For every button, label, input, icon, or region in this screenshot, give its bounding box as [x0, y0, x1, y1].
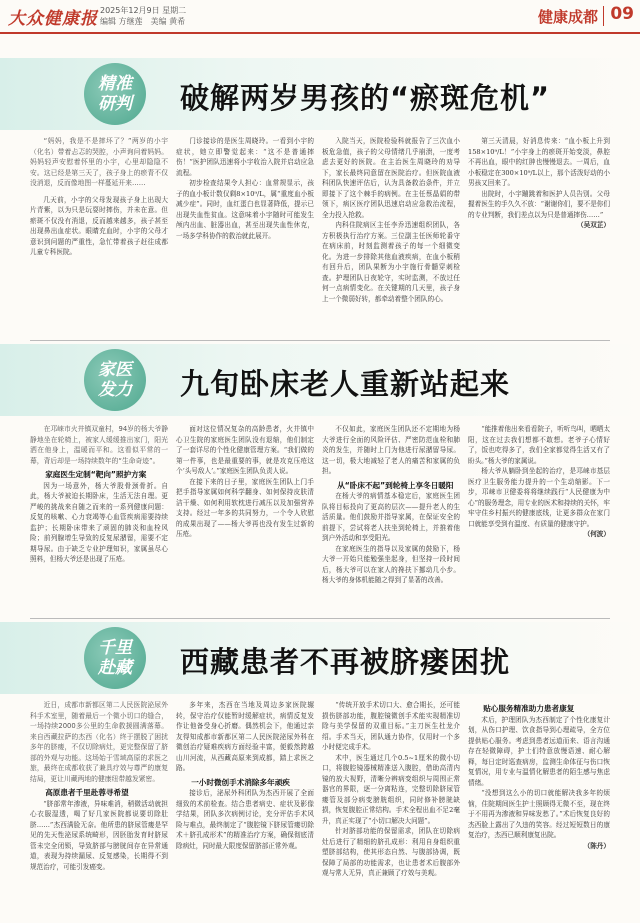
article-3-col-4	[468, 700, 610, 918]
article-3-signature: （陈丹）	[583, 841, 610, 850]
article-3-para-2: 多年来，杰西在当地及周边多家医院辗转，保守治疗仅能暂时缓解症状，病情反复发作让他备受身心折磨。偶然机会下，他通过亲友得知成都市新都区第二人民医院泌尿外科在微创治疗疑难疾病方面经验丰富，便毅然跨越山川河流，从西藏高原来到成都，踏上求医之路。	[176, 701, 314, 772]
article-3-tag-badge	[84, 627, 146, 689]
article-3-lead: 近日，成都市新都区第二人民医院泌尿外科手术室里，随着最后一个微小切口的缝合，一场持续2000多公里的生命救援圆满落幕。来自西藏拉萨的杰西（化名）终于摆脱了困扰多年的脐瘘，不仅切除病灶，更完整保留了脐部的外观与功能。这场始于雪域高原的求医之旅，最终在成都收获了兼具疗效与尊严的康复结局，更让川藏两地的健康纽带越发紧密。	[30, 701, 168, 783]
article-2-subhead-1: 家庭医生定制“靶向”照护方案	[45, 470, 147, 479]
article-1-lead: “妈妈，我是不是摔坏了？”两岁的小宇（化名）带着忐忑的哭腔，小声询问着妈妈。妈妈轻声安慰着怀里的小宇，心里却隐隐不安。这已经是第三天了，孩子身上的瘀青不仅没消退，反而像地图一样蔓延开来……	[30, 137, 168, 187]
article-3-para-8: “没想到这么小的切口就能解决我多年的烦恼，住院期间医生护士照顾得无微不至，现在终于不用再为渗液和异味发愁了。”术后恢复良好的杰西脸上露出了久违的笑容。经过短短数日的康复治疗，杰西已顺利康复出院。	[468, 789, 610, 839]
article-3-subhead-1: 高原患者千里赴蓉寻希望	[45, 788, 129, 797]
masthead-divider	[603, 6, 604, 26]
article-2-para-1: 因为一场意外，杨大爷股骨颈骨折。自此，杨大爷被迫长期卧床，生活无法自理。更严峻的挑战来自随之而来的一系列健康问题：反复的咳嗽、心力衰竭等心血管疾病需要持续监护；长期卧床带来了顽固的肺炎和血栓风险；前列腺增生导致的反复尿潴留，需要不定期导尿。由于缺乏专业护理知识，家属虽尽心照料，但杨大爷还是出现了压疮。	[30, 481, 168, 563]
article-2-title: 九旬卧床老人重新站起来	[180, 367, 511, 401]
article-2-para-5: 在杨大爷的病情基本稳定后，家庭医生团队将目标投向了更高的层次——提升老人的生活质量。他们鼓励并指导家属，在保证安全的前提下，尝试将老人扶坐到轮椅上，并推着他到户外活动和享受阳光。	[322, 492, 460, 542]
article-3-para-1: “脐部常年渗液，异味难消，稍微活动就担心衣服湿透，喝了好几家医院都说要切除肚脐……”杰西满脸无奈。他所患的脐尿管瘘是罕见的先天性泌尿系统畸形，因胚胎发育时脐尿管未完全闭锁，导致脐部与膀胱间存在异常通道，表现为持续漏尿、反复感染，长期得不到规范治疗，可能引发癌变。	[30, 799, 168, 871]
masthead	[0, 0, 640, 34]
article-3-col-3	[322, 700, 460, 918]
article-3-para-4: “传统开放手术切口大、愈合期长，还可能损伤脐部功能，腹腔镜微创手术能实现精准切除与美学保留的双重目标。”主刀医生杜龙介绍。手术当天，团队通力协作，仅用时一个多小时便完成手术。	[322, 701, 460, 751]
article-2-col-4	[468, 424, 610, 614]
article-2-subhead-2: 从“卧床不起”到轮椅上享冬日暖阳	[337, 480, 454, 490]
article-2-tag-badge	[84, 349, 146, 411]
article-2-col-2	[176, 424, 314, 614]
article-3-subhead-2: 一小时微创手术消除多年顽疾	[191, 777, 290, 787]
article-2-header	[0, 344, 640, 416]
article-2-signature: （何波）	[583, 530, 610, 538]
article-1-para-7: 出院时，小宇蹦跳着和医护人员告别。父母握着医生的手久久不放：“谢谢你们，要不是你们的专业判断，我们差点以为只是普通摔伤……”	[468, 189, 610, 219]
article-2-para-7: “能推着他出来看看院子，听听鸟叫，晒晒太阳，这在过去我们想都不敢想。老爷子心情好了，饭也吃得多了，我们全家都觉得生活又有了盼头。”杨大爷的家属说。	[468, 425, 610, 465]
article-2-tag-line1: 家医	[98, 360, 132, 380]
article-1-signature: （吴双芷）	[577, 221, 610, 229]
article-2-para-8: 杨大爷从躺卧到坐起的治疗，是邛崃市基层医疗卫生服务能力提升的一个生动缩影。下一步，邛崃市卫健委将将继续践行“人民健康为中心”的服务理念，用专业的医术和持续的关怀，牢牢守住乡村振兴的健康底线，让更多群众在家门口就能享受到有温度、有质量的健康守护。	[468, 467, 610, 528]
article-2-lead: 在邛崃市火井镇双童村，94岁的杨大爷静静地坐在轮椅上，被家人缓缓推出家门，阳光洒在他身上，温暖而平和。这看似平常的一幕，背后却是一场持续数年的“生命奇迹”。	[30, 425, 168, 465]
article-1-col-4	[468, 136, 610, 336]
article-1-para-5: 内科住院病区主任李乔迅速组织团队，各方积极执行治疗方案。三位副主任医师轮番守在病床前，时刻监测着孩子的每一个细微变化。为进一步排除其他血液疾病，在血小板稍有回升后，团队果断为小宇施行骨髓穿刺检查。护理团队日夜轮守，实时监测，不放过任何一点病情变化。在关键期的几天里，孩子身上一个微弱好转，都牵动着整个团队的心。	[322, 221, 460, 303]
article-3-para-3: 接诊后，泌尿外科团队为杰西开展了全面细致的术前检查。结合患者病史、症状及影像学结果，团队多次病例讨论，充分评估手术风险与难点，最终制定了“腹腔镜下脐尿管瘘切除术＋脐孔成形术”的精准治疗方案，确保彻底清除病灶，同时最大限度保留脐部正常外观。	[176, 789, 314, 850]
article-1-para-4: 入院当天，医院检验科就报告了三次血小板危急值，孩子的父母情绪几乎崩溃，一度考虑去更好的医院。在主治医生周晓玲的劝导下，家长最终同意留在医院治疗。但医院血液科团队快速评估后，认为具备救治条件，并立即接下了这个棘手的病例。在主任蔡晶娟的带领下，病区医疗团队迅速启动应急救治流程，全力投入抢救。	[322, 137, 460, 219]
article-1-title: 破解两岁男孩的“瘀斑危机”	[180, 81, 551, 115]
divider-2	[30, 618, 610, 619]
article-3-para-7: 术后，护理团队为杰西制定了个性化康复计划，从伤口护理、饮食指导到心理疏导，全方位提供贴心服务。考虑到患者远道而来、语言沟通存在轻微障碍，护士们特意放慢语速、耐心解释，每日定时巡查病房，监测生命体征与伤口恢复情况，用专业与温情化解患者的陌生感与焦虑情绪。	[468, 715, 610, 787]
article-1-header	[0, 58, 640, 130]
divider-1	[30, 340, 610, 341]
article-2-para-3: 在接下来的日子里，家庭医生团队上门手把手指导家属如何科学翻身、如何保持皮肤清洁干燥、如何利用软枕进行减压以及加强营养支持。经过一年多的共同努力，一个令人欣慰的成果出现了——杨大爷再也没有发生过新的压疮。	[176, 477, 314, 538]
article-2-para-2: 面对这位情况复杂的高龄患者，火井镇中心卫生院的家庭医生团队没有退缩，他们制定了一套详尽的个性化健康管理方案。“我们做的第一件事，也是最重要的事，就是攻克压疮这个‘头号敌人’。”家庭医生团队负责人说。	[176, 425, 314, 475]
article-1-col-1	[30, 136, 168, 336]
article-3-subhead-3: 贴心服务精准助力患者康复	[483, 704, 575, 713]
article-1-para-6: 第三天清晨，好消息传来：“血小板上升到158×10⁹/L！”小宇身上的瘀斑开始变淡，鼻腔不再出血，眼中的红肿也慢慢退去。一周后，血小板稳定在300×10⁹/L以上，那个活泼好动的小男孩又回来了。	[468, 137, 610, 187]
page-number: 09	[610, 4, 634, 24]
article-3-header	[0, 622, 640, 694]
article-1-tag-line2: 研判	[98, 94, 132, 114]
article-2-col-3	[322, 424, 460, 614]
article-1-tag-badge	[84, 63, 146, 125]
article-3-tag-line2: 赴藏	[98, 658, 132, 678]
issue-date: 2025年12月9日 星期二	[100, 6, 187, 15]
article-3-col-2	[176, 700, 314, 918]
article-3-tag-line1: 千里	[98, 638, 132, 658]
article-3-para-5: 术中，医生通过几个0.5~1厘米的微小切口，将腹腔镜器械精准送入腹腔，借助高清内镜的放大视野，清晰分辨病变组织与周围正常器官的界限，逐一分离粘连，完整切除脐尿管瘘管及部分病变膀胱组织，同时修补膀胱缺损，恢复腹腔正常结构。手术全程出血不足2毫升，真正实现了“小切口解决大问题”。	[322, 753, 460, 825]
article-1-para-1: 几天前，小宇的父母发现孩子身上出现大片青紫，以为只是玩耍时摔伤，并未在意。但瘀斑不仅没有消退，反而越来越多，孩子甚至出现鼻出血症状。眼睛充血时，小宇的父母才意识到问题的严重性，急忙带着孩子赶往成都儿童专科医院。	[30, 195, 168, 256]
article-3-para-6: 针对脐部功能的保留需求，团队在切除病灶后进行了精细的脐孔成形：利用自身组织重塑脐部结构，使其形态自然、与腹部协调，既保障了局部的功能需求，也让患者术后腹部外观与常人无异，真正兼顾了疗效与美观。	[322, 827, 460, 877]
article-2-col-1	[30, 424, 168, 614]
article-1-col-3	[322, 136, 460, 336]
article-1-para-3: 初步检查结果令人担心：血常规显示，孩子的血小板计数仅剩8×10⁹/L，属“重度血小板减少症”。同时，血红蛋白也显著降低，提示已出现失血性贫血。这意味着小宇随时可能发生颅内出血、脏器出血，甚至出现失血性休克，一场多学科协作的救治就此展开。	[176, 179, 314, 240]
article-3-col-1	[30, 700, 168, 918]
article-1-para-2: 门诊接诊的是医生周晓玲。一看到小宇的症状，她立即警觉起来：“这不是普通摔伤！”医护团队迅速将小宇收治入院并启动应急流程。	[176, 137, 314, 177]
article-2-tag-line2: 发力	[98, 380, 132, 400]
article-2-para-6: 在家庭医生的指导以及家属的鼓励下，杨大爷一开始只能勉强坐起身，但坚持一段时间后，杨大爷可以在家人的搀扶下挪动几小步。杨大爷的身体机能随之得到了显著的改善。	[322, 544, 460, 584]
editors-line: 编辑 方继莲 美编 黄希	[100, 17, 186, 26]
newspaper-logo: 大众健康报	[8, 9, 98, 29]
article-1-tag-line1: 精准	[98, 74, 132, 94]
article-1-col-2	[176, 136, 314, 336]
article-3-title: 西藏患者不再被脐瘘困扰	[180, 645, 511, 679]
section-title: 健康成都	[537, 8, 598, 26]
article-2-para-4: 不仅如此，家庭医生团队还不定期地为杨大爷进行全面的风险评估、严密防范血栓和肺炎的发生，并随时上门为他进行尿潴留导尿。这一切，极大地减轻了老人的痛苦和家属的负担。	[322, 425, 460, 475]
